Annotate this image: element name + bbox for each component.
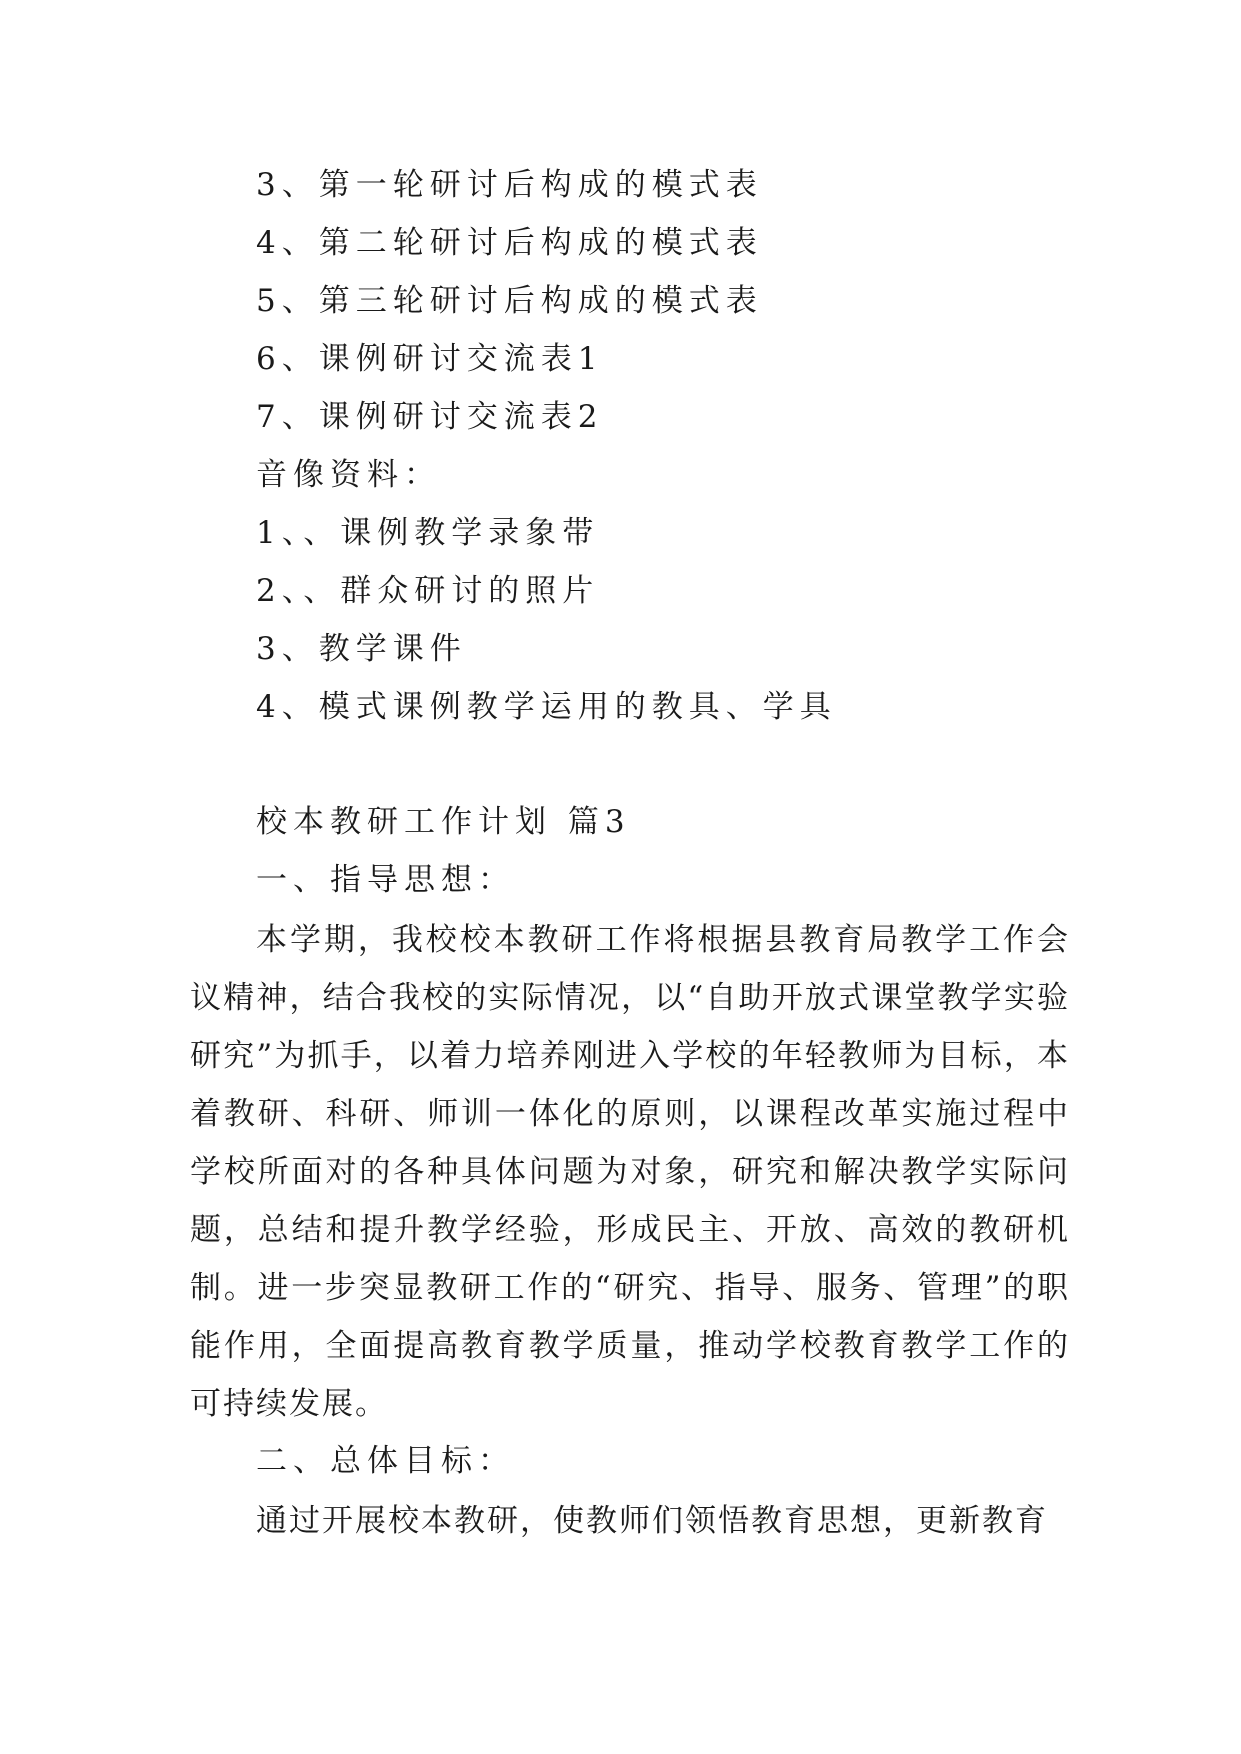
list-item: 2、、群众研讨的照片	[256, 573, 600, 609]
paragraph-guiding-thought: 本学期，我校校本教研工作将根据县教育局教学工作会议精神，结合我校的实际情况，以“自助开放式课堂教学实验研究”为抓手，以着力培养刚进入学校的年轻教师为目标，本着教研、科研、师训一体化的原则，以课程改革实施过程中学校所面对的各种具体问题为对象，研究和解决教学实际问题，总结和提升教学经验，形成民主、开放、高效的教研机制。进一步突显教研工作的“研究、指导、服务、管理”的职能作用，全面提高教育教学质量，推动学校教育教学工作的可持续发展。	[190, 922, 1070, 1422]
heading-overall-goal: 二、总体目标：	[256, 1443, 515, 1479]
av-materials-heading: 音像资料：	[256, 457, 441, 493]
paragraph-overall-goal: 通过开展校本教研，使教师们领悟教育思想，更新教育	[256, 1503, 1048, 1539]
list-item: 3、第一轮研讨后构成的模式表	[256, 167, 763, 203]
list-item: 7、课例研讨交流表2	[256, 399, 604, 435]
list-item: 1、、课例教学录象带	[256, 515, 600, 551]
heading-guiding-thought: 一、指导思想：	[256, 862, 515, 898]
list-item: 3、教学课件	[256, 631, 467, 667]
list-item: 4、第二轮研讨后构成的模式表	[256, 225, 763, 261]
section-title: 校本教研工作计划 篇3	[256, 804, 631, 840]
list-item: 6、课例研讨交流表1	[256, 341, 604, 377]
list-item: 4、模式课例教学运用的教具、学具	[256, 689, 837, 725]
list-item: 5、第三轮研讨后构成的模式表	[256, 283, 763, 319]
